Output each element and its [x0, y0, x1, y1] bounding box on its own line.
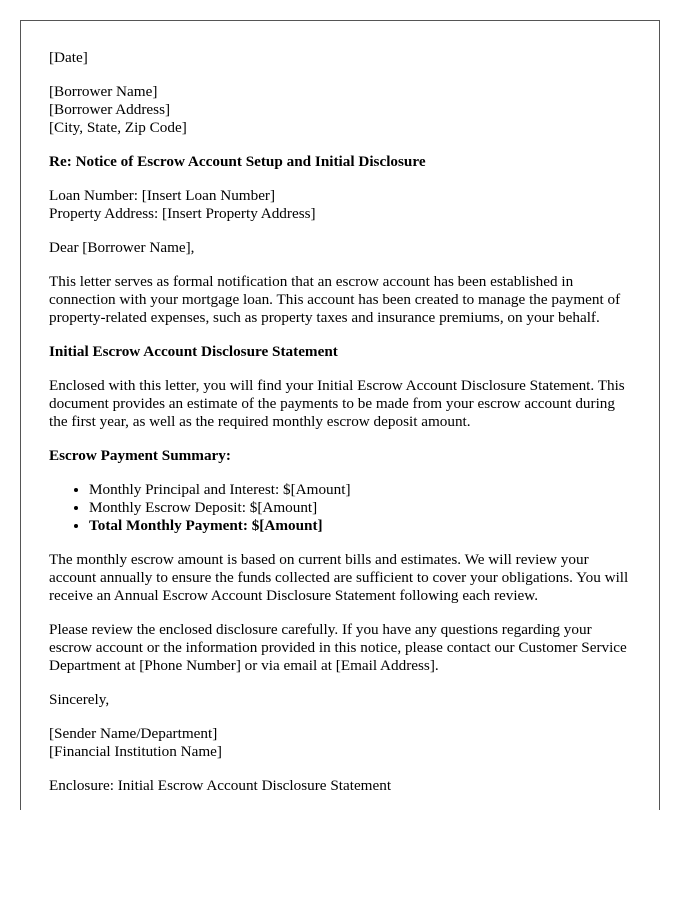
summary-item-total-payment: • Total Monthly Payment: $[Amount] [89, 517, 631, 535]
institution-name: [Financial Institution Name] [49, 743, 222, 760]
disclosure-paragraph: Enclosed with this letter, you will find your Initial Escrow Account Disclosure Statement. This document provides an estimate of the payments to be made from your escrow account during the first year, as well as the required monthly escrow deposit amount. [49, 377, 625, 430]
intro-paragraph: This letter serves as formal notification that an escrow account has been established in connection with your mortgage loan. This account has been created to manage the payment of property-related expenses, such as property taxes and insurance premiums, on your behalf. [49, 273, 621, 326]
letter-body [21, 21, 659, 795]
review-paragraph: The monthly escrow amount is based on current bills and estimates. We will review your account annually to ensure the funds collected are sufficient to cover your obligations. You will receive an Annual Escrow Account Disclosure Statement following each review. [49, 551, 629, 604]
sender-name: [Sender Name/Department] [49, 725, 218, 742]
summary-heading: Escrow Payment Summary: [49, 447, 231, 464]
recipient-address: [Borrower Address] [49, 101, 171, 118]
summary-item-escrow-deposit: • Monthly Escrow Deposit: $[Amount] [89, 499, 631, 517]
closing: Sincerely, [49, 691, 110, 708]
recipient-block [49, 83, 631, 137]
enclosure-line: Enclosure: Initial Escrow Account Disclosure Statement [49, 777, 392, 794]
letter-subject: Re: Notice of Escrow Account Setup and Initial Disclosure [49, 153, 426, 170]
property-address: Property Address: [Insert Property Address] [49, 205, 316, 222]
loan-details [49, 187, 631, 223]
signature-block [49, 725, 631, 761]
letter-date: [Date] [49, 49, 88, 66]
disclosure-heading: Initial Escrow Account Disclosure Statement [49, 343, 338, 360]
payment-summary-list [49, 481, 631, 535]
loan-number: Loan Number: [Insert Loan Number] [49, 187, 276, 204]
summary-item-principal-interest: • Monthly Principal and Interest: $[Amount] [89, 481, 631, 499]
letter-page [20, 20, 660, 810]
contact-paragraph: Please review the enclosed disclosure carefully. If you have any questions regarding your escrow account or the information provided in this notice, please contact our Customer Service Department at [Phone Number] or via email at [Email Address]. [49, 621, 627, 674]
recipient-city-state-zip: [City, State, Zip Code] [49, 119, 187, 136]
salutation: Dear [Borrower Name], [49, 239, 195, 256]
recipient-name: [Borrower Name] [49, 83, 158, 100]
